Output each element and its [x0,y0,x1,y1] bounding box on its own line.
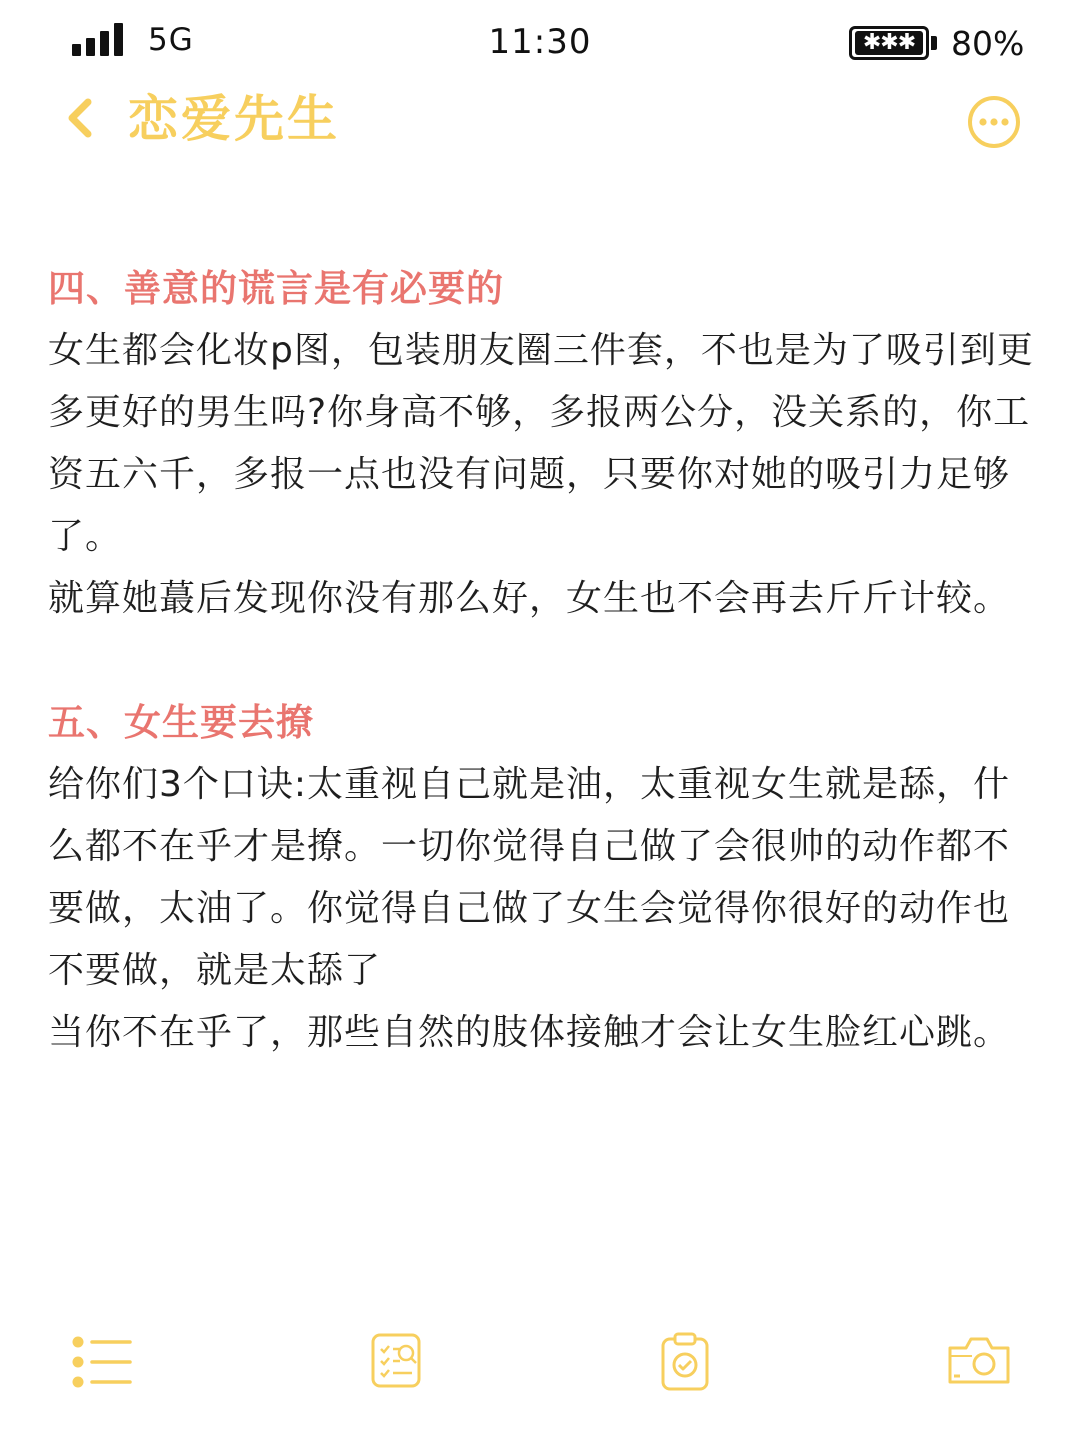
page-title: 恋爱先生 [128,90,340,148]
list-icon [70,1332,134,1392]
battery-percent: 80% [951,24,1025,63]
note-body[interactable] [48,258,1038,1064]
section [48,692,1038,1064]
back-button[interactable] [60,96,104,140]
chevron-left-icon [60,96,104,140]
battery-tip [931,36,937,50]
status-bar [0,0,1080,84]
camera-button[interactable] [946,1332,1012,1392]
paragraph: 就算她蕞后发现你没有那么好，女生也不会再去斤斤计较。 [48,578,1011,619]
checklist-button[interactable] [370,1332,424,1394]
list-button[interactable] [70,1332,134,1396]
battery-glyph: ✱✱✱ [855,31,923,55]
clipboard-button[interactable] [660,1332,710,1396]
status-time: 11:30 [488,22,592,62]
checklist-icon [370,1332,424,1390]
more-button[interactable] [966,94,1022,150]
paragraph: 当你不在乎了，那些自然的肢体接触才会让女生脸红心跳。 [48,1012,1011,1053]
clipboard-check-icon [660,1332,710,1392]
section-heading: 五、女生要去撩 [48,701,314,744]
network-type: 5G [148,22,194,58]
nav-bar [0,84,1080,164]
section [48,258,1038,630]
camera-icon [946,1332,1012,1388]
paragraph: 给你们3个口诀:太重视自己就是油，太重视女生就是舔，什么都不在乎才是撩。一切你觉得自己做了会很帅的动作都不要做，太油了。你觉得自己做了女生会觉得你很好的动作也不要做，就是太舔了 [48,764,1011,991]
bottom-toolbar [0,1320,1080,1420]
section-heading: 四、善意的谎言是有必要的 [48,267,504,310]
battery-icon [849,26,929,60]
paragraph: 女生都会化妆p图，包装朋友圈三件套，不也是为了吸引到更多更好的男生吗?你身高不够，多报两公分，没关系的，你工资五六千，多报一点也没有问题，只要你对她的吸引力足够了。 [48,330,1034,557]
more-dots-icon [966,94,1022,150]
